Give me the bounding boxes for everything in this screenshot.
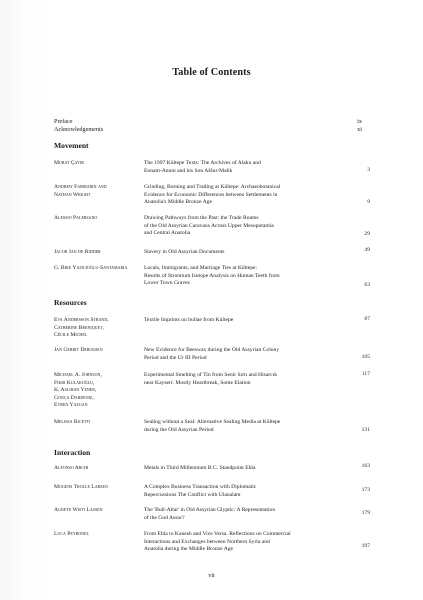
entry-page: 163 [361, 463, 370, 469]
entry-author: Jacob Jan de Ridder [54, 249, 101, 255]
front-matter-preface: Preface [54, 118, 73, 125]
entry-page: 49 [364, 247, 370, 253]
entry-title: From Ebla to Kanesh and Vice Versa. Reflections on Commercial Interactions and Exchanges between Northern Syria and Anatolia during the Middle Bronze Age [144, 531, 291, 553]
entry-page: 179 [361, 510, 370, 516]
entry-page: 3 [367, 167, 370, 173]
entry-page: 87 [364, 316, 370, 322]
entry-page: 131 [361, 427, 370, 433]
entry-title: Experimental Smelting of Tin from Senir Sırtı and Hisarcık near Kayseri: Mostly Heartbreak, Some Elation [144, 372, 277, 386]
entry-author: Alessio Palmisano [54, 215, 98, 221]
entry-author: Andrew Fairbairn and Nathan Wright [54, 184, 107, 198]
entry-author: Eva Andersson Strand, Catherine Breniquet, Cécile Michel [54, 317, 109, 339]
entry-title: Drawing Pathways from the Past: the Trade Routes of the Old Assyrian Caravans Across Upper Mesopotamia and Central Anatolia [144, 215, 274, 237]
front-matter-acknowledgements-page: xi [357, 126, 362, 133]
entry-author: G. Bike Yazıcıoğlu-Santamaria [54, 265, 128, 271]
entry-page: 9 [367, 199, 370, 205]
entry-title: Locals, Immigrants, and Marriage Ties at Kültepe: Results of Strontium Isotope Analysis on Human Teeth from Lower Town Graves [144, 265, 280, 287]
section-heading-interaction: Interaction [54, 448, 91, 457]
entry-page: 105 [361, 354, 370, 360]
entry-author: Mogens Trolle Larsen [54, 484, 108, 490]
section-heading-movement: Movement [54, 141, 89, 150]
entry-page: 117 [361, 371, 370, 377]
entry-title: Grinding, Burning and Trading at Kültepe: Archaeobotanical Evidence for Economic Differences between Settlements in Anatolia's Middle Bronze Age [144, 184, 281, 206]
entry-page: 63 [364, 282, 370, 288]
entry-title: Textile Imprints on bullae from Kültepe [144, 317, 234, 323]
entry-author: Agnete Wisti Lassen [54, 507, 103, 513]
entry-author: Luca Peyronel [54, 531, 90, 537]
entry-author: Jan Gerrit Dercksen [54, 347, 103, 353]
front-matter-preface-page: ix [357, 118, 362, 125]
entry-author: Alfonso Archi [54, 465, 89, 471]
entry-title: The 'Bull-Altar' in Old Assyrian Glyptic: A Representation of the God Assur? [144, 507, 276, 521]
entry-page: 29 [364, 231, 370, 237]
entry-title: New Evidence for Beeswax during the Old Assyrian Colony Period and the Ur III Period [144, 347, 280, 361]
entry-author: Melissa Rıcettı [54, 419, 91, 425]
entry-page: 173 [361, 487, 370, 493]
entry-title: Sealing without a Seal: Alternative Sealing Media at Kültepe during the Old Assyrian Period [144, 419, 281, 433]
entry-author: Murat Çayır [54, 160, 84, 166]
front-matter-acknowledgements: Acknowledgements [54, 126, 104, 133]
entry-author: Michael A. Johnson, Fikri Kulakoğlu, K. Aslıhan Yener, Gonca Dardeniz, Evren Yazgan [54, 372, 102, 409]
entry-page: 197 [361, 543, 370, 549]
entry-title: Metals in Third Millennium B.C. Standpoint Ebla [144, 465, 256, 471]
entry-title: Slavery in Old Assyrian Documents [144, 249, 225, 255]
entry-title: A Complex Business Transaction with Diplomatic Repercussions The Conflict with Ulanalam [144, 484, 257, 498]
section-heading-resources: Resources [54, 298, 87, 307]
page-number: vii [208, 572, 215, 579]
entry-title: The 1997 Kültepe Texts: The Archives of Alaku and Ennam-Anum and his Son Aššur-Malik [144, 160, 261, 174]
page-title: Table of Contents [172, 67, 251, 78]
